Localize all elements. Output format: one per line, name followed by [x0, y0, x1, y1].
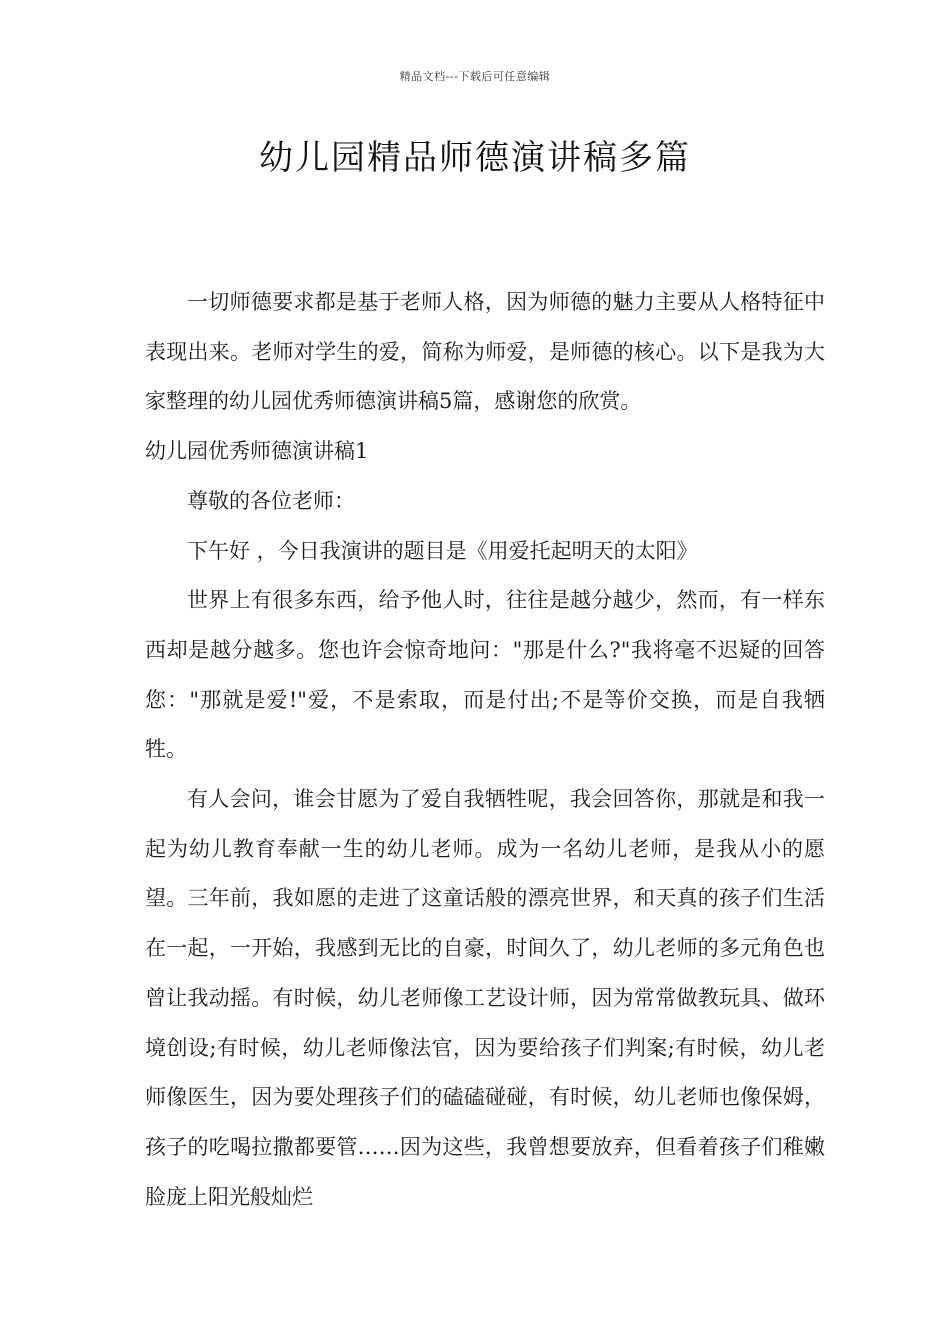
paragraph-intro: 一切师德要求都是基于老师人格，因为师德的魅力主要从人格特征中表现出来。老师对学生的爱，简称为师爱，是师德的核心。以下是我为大家整理的幼儿园优秀师德演讲稿5篇，感谢您的欣赏。 [145, 290, 825, 414]
header-note: 精品文档---下载后可任意编辑 [399, 70, 551, 83]
paragraph-salutation: 尊敬的各位老师： [187, 488, 355, 513]
paragraph-greeting: 下午好 ，今日我演讲的题目是《用爱托起明天的太阳》 [187, 538, 698, 563]
section-heading: 幼儿园优秀师德演讲稿1 [145, 439, 369, 464]
document-title: 幼儿园精品师德演讲稿多篇 [259, 138, 691, 178]
document-body [145, 278, 825, 1222]
paragraph-teacher: 有人会问，谁会甘愿为了爱自我牺牲呢，我会回答你，那就是和我一起为幼儿教育奉献一生的幼儿老师。成为一名幼儿老师，是我从小的愿望。三年前，我如愿的走进了这童话般的漂亮世界，和天真的孩子们生活在一起，一开始，我感到无比的自豪，时间久了，幼儿老师的多元角色也曾让我动摇。有时候，幼儿老师像工艺设计师，因为常常做教玩具、做环境创设;有时候，幼儿老师像法官，因为要给孩子们判案;有时候，幼儿老师像医生，因为要处理孩子们的磕磕碰碰，有时候，幼儿老师也像保姆，孩子的吃喝拉撒都要管……因为这些，我曾想要放弃，但看着孩子们稚嫩脸庞上阳光般灿烂 [145, 787, 825, 1209]
paragraph-love: 世界上有很多东西，给予他人时，往往是越分越少，然而，有一样东西却是越分越多。您也许会惊奇地问："那是什么?"我将毫不迟疑的回答您："那就是爱!"爱，不是索取，而是付出;不是等价交换，而是自我牺牲。 [145, 588, 825, 762]
